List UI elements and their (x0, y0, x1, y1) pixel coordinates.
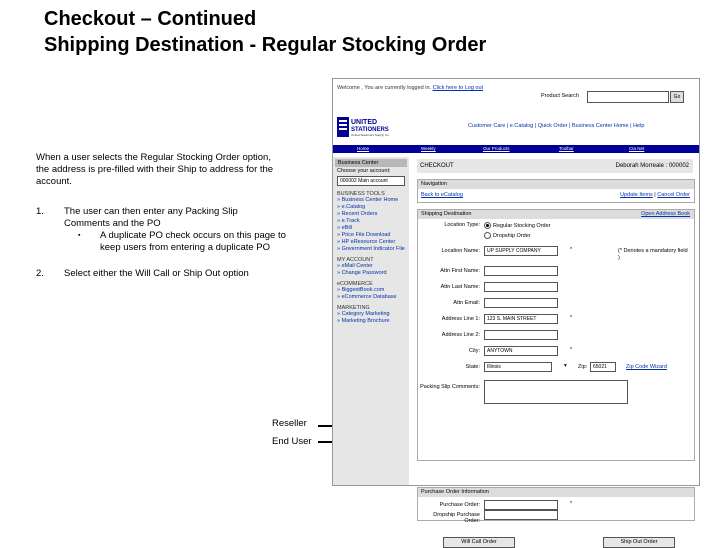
attn-email-label: Attn Email: (453, 300, 480, 306)
purchase-order-heading (418, 488, 694, 497)
navigation-heading-text: Navigation (421, 181, 447, 187)
back-to-ecatalog-link[interactable] (421, 192, 463, 198)
ship-out-order-button[interactable]: Ship Out Order (603, 537, 675, 548)
note-item-1 (36, 206, 286, 254)
intro-text: When a user selects the Regular Stocking Order option, the address is pre-filled with their Ship to address for the account. (36, 152, 274, 187)
sidebar-item-change-password[interactable]: » Change Password (337, 270, 387, 276)
purchase-order-input[interactable] (484, 500, 558, 510)
slide-title (44, 6, 486, 58)
united-stationers-logo (337, 115, 393, 141)
mandatory-star: * (570, 247, 573, 253)
mandatory-star: * (570, 501, 573, 507)
attn-last-input[interactable] (484, 282, 558, 292)
sidebar-business-center-heading: Business Center (335, 159, 407, 167)
chevron-down-icon[interactable]: ▾ (564, 363, 567, 369)
nav-item-home[interactable]: Home (357, 146, 370, 151)
link-separator: | (652, 192, 658, 198)
address2-label: Address Line 2: (441, 332, 480, 338)
attn-last-label: Attn Last Name: (440, 284, 480, 290)
nav-item-toolbar[interactable]: Toolbar (559, 146, 574, 151)
title-line-1: Checkout – Continued (44, 8, 257, 30)
welcome-text: Welcome , You are currently logged in. (337, 85, 432, 91)
address1-label: Address Line 1: (441, 316, 480, 322)
go-button[interactable]: Go (670, 91, 684, 103)
attn-first-label: Attn First Name: (440, 268, 480, 274)
note-number: 1. (36, 206, 44, 217)
purchase-order-label: Purchase Order: (439, 502, 480, 508)
sidebar-item-category-marketing[interactable]: » Category Marketing (337, 311, 390, 317)
dropship-po-input[interactable] (484, 510, 558, 520)
navigation-box (417, 179, 695, 203)
sidebar-item-marketing-brochure[interactable]: » Marketing Brochure (337, 318, 390, 324)
sidebar-item-ecatalog[interactable]: » e.Catalog (337, 204, 366, 210)
sidebar-item-email-center[interactable]: » eMail Center (337, 263, 373, 269)
regular-stocking-option[interactable] (484, 222, 550, 229)
state-select[interactable]: Illinois (484, 362, 552, 372)
welcome-message (337, 85, 512, 91)
sidebar-item-government-indicator-file[interactable]: » Government Indicator File (337, 246, 405, 252)
sidebar-item-etrack[interactable]: » e.Track (337, 218, 360, 224)
account-select[interactable]: 000002 Main account (337, 176, 405, 186)
mandatory-note: (* Denotes a mandatory field ) (618, 248, 688, 261)
state-label: State: (465, 364, 480, 370)
marketing-heading: MARKETING (337, 305, 370, 311)
address2-input[interactable] (484, 330, 558, 340)
will-call-order-button[interactable]: Will Call Order (443, 537, 515, 548)
title-line-2: Shipping Destination - Regular Stocking Order (44, 34, 487, 56)
product-search-label: Product Search (541, 93, 579, 99)
zip-input[interactable]: 65021 (590, 362, 616, 372)
link-separator: | (628, 123, 634, 129)
sidebar-item-ecommerce-database[interactable]: » eCommerce Database (337, 294, 397, 300)
nav-item-weekly[interactable]: Weekly (421, 146, 436, 151)
sidebar-item-hp-eresource-center[interactable]: » HP eResource Center (337, 239, 396, 245)
ecatalog-link[interactable]: e.Catalog (509, 123, 534, 129)
sidebar-item-ebill[interactable]: » eBill (337, 225, 352, 231)
note-text: The user can then enter any Packing Slip Comments and the PO (64, 206, 238, 229)
reseller-callout: Reseller (272, 418, 307, 429)
square-bullet-icon: ▪ (78, 232, 81, 239)
my-account-heading: MY ACCOUNT (337, 257, 374, 263)
dropship-po-label: Dropship Purchase Order: (433, 512, 480, 524)
back-link-text[interactable]: Back to eCatalog (421, 192, 463, 198)
product-search-input[interactable] (587, 91, 669, 103)
location-type-label: Location Type: (444, 222, 480, 228)
nav-item-cta-net[interactable]: Cta Net (629, 146, 645, 151)
top-links (468, 123, 696, 129)
logo-line-1: UNITED (351, 119, 378, 126)
logo-tagline: United Stationers Supply Co. (351, 133, 390, 137)
purchase-order-heading-text: Purchase Order Information (421, 489, 489, 495)
checkout-label: CHECKOUT (420, 163, 454, 169)
sidebar (333, 157, 409, 485)
nav-item-our-products[interactable]: Our Products (483, 146, 510, 151)
note-item-2 (36, 268, 286, 280)
purchase-order-box (417, 487, 695, 524)
address1-input[interactable]: 123 S. MAIN STREET (484, 314, 558, 324)
dropship-label: Dropship Order (493, 232, 531, 239)
location-name-input[interactable]: UP SUPPLY COMPANY (484, 246, 558, 256)
sidebar-item-biggestbook[interactable]: » BiggestBook.com (337, 287, 385, 293)
main-nav-bar (333, 145, 699, 153)
note-subtext: A duplicate PO check occurs on this page to keep users from entering a duplicate PO (100, 230, 286, 253)
dropship-option[interactable] (484, 232, 531, 239)
checkout-header (417, 159, 693, 173)
logo-line-2: STATIONERS (351, 127, 389, 133)
packing-slip-label: Packing Slip Comments: (420, 384, 480, 390)
attn-first-input[interactable] (484, 266, 558, 276)
radio-selected-icon[interactable] (484, 222, 491, 229)
note-subitem (64, 230, 286, 254)
mandatory-star: * (570, 347, 573, 353)
sidebar-item-business-center-home[interactable]: » Business Center Home (337, 197, 399, 203)
sidebar-item-recent-orders[interactable]: » Recent Orders (337, 211, 378, 217)
choose-account-label: Choose your account: (337, 168, 391, 174)
note-number: 2. (36, 268, 44, 279)
radio-unselected-icon[interactable] (484, 232, 491, 239)
business-tools-heading: BUSINESS TOOLS (337, 191, 385, 197)
link-separator: | (567, 123, 572, 129)
location-name-label: Location Name: (441, 248, 480, 254)
slide-notes (36, 152, 286, 294)
logout-link[interactable]: Click here to Log out (432, 85, 484, 91)
cancel-order-link[interactable]: Cancel Order (657, 192, 690, 198)
packing-slip-input[interactable] (484, 380, 628, 404)
city-input[interactable]: ANYTOWN (484, 346, 558, 356)
zip-code-wizard-link[interactable]: Zip Code Wizard (626, 364, 667, 370)
attn-email-input[interactable] (484, 298, 558, 308)
shipping-heading-text: Shipping Destination (421, 211, 472, 217)
link-separator: | (505, 123, 510, 129)
update-items-link[interactable]: Update Items (620, 192, 653, 198)
navigation-actions (620, 192, 690, 198)
navigation-heading (418, 180, 694, 189)
customer-care-link[interactable]: Customer Care (468, 123, 506, 129)
link-separator: | (533, 123, 538, 129)
regular-stocking-label: Regular Stocking Order (493, 222, 551, 229)
mandatory-star: * (570, 315, 573, 321)
note-text: Select either the Will Call or Ship Out option (64, 268, 249, 279)
city-label: City: (469, 348, 480, 354)
ecommerce-heading: eCOMMERCE (337, 281, 373, 287)
shipping-destination-heading (418, 210, 694, 219)
business-center-home-link[interactable]: Business Center Home (572, 123, 629, 129)
quick-order-link[interactable]: Quick Order (537, 123, 568, 129)
checkout-screenshot (332, 78, 700, 545)
shipping-destination-box (417, 209, 695, 461)
user-label: Deborah Morreale : 000002 (615, 163, 689, 169)
help-link[interactable]: Help (633, 123, 645, 129)
zip-label: Zip: (578, 364, 588, 370)
end-user-callout: End User (272, 436, 312, 447)
open-address-book-link[interactable]: Open Address Book (641, 211, 690, 217)
sidebar-item-price-file-download[interactable]: » Price File Download (337, 232, 391, 238)
